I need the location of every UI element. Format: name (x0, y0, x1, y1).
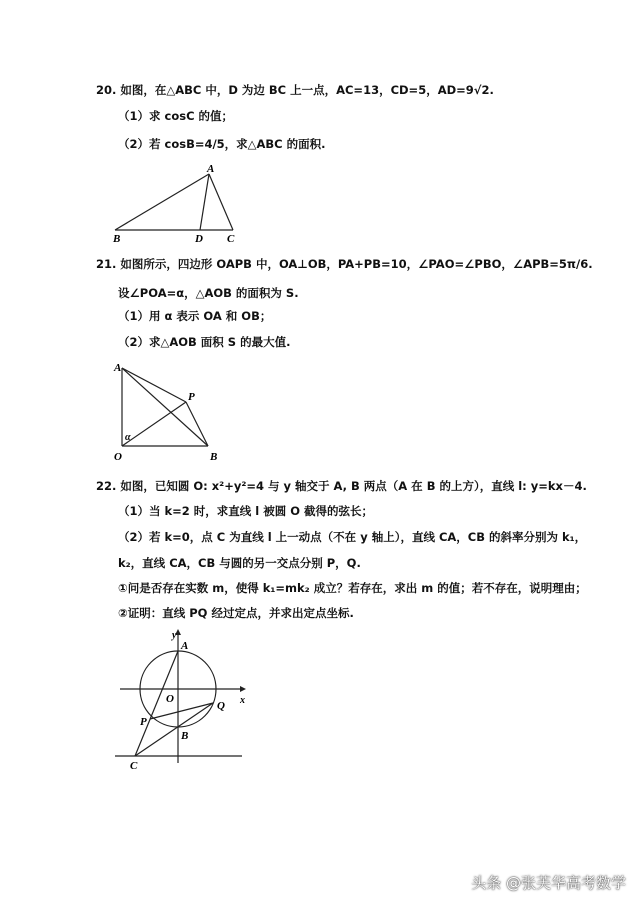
q21-quadrilateral-figure (110, 358, 225, 468)
q22-part1: （1）当 k=2 时，求直线 l 被圆 O 截得的弦长； (118, 504, 374, 518)
q20-stem: 20. 如图，在△ABC 中，D 为边 BC 上一点，AC=13，CD=5，AD=9√2. (96, 83, 494, 97)
label-Q: Q (217, 700, 225, 712)
q22-stem: 22. 如图，已知圆 O: x²+y²=4 与 y 轴交于 A, B 两点（A 在 B 的上方），直线 l: y=kx－4. (96, 479, 587, 493)
label-B: B (210, 451, 218, 463)
q20-part1: （1）求 cosC 的值； (118, 109, 234, 123)
q22-sub2: ②证明：直线 PQ 经过定点，并求出定点坐标. (118, 606, 354, 620)
label-C: C (130, 760, 138, 772)
q21-part2: （2）求△AOB 面积 S 的最大值. (118, 335, 291, 349)
label-B: B (113, 233, 121, 244)
label-A: A (181, 640, 189, 652)
label-x: x (240, 695, 245, 706)
label-A: A (207, 163, 215, 175)
label-y: y (172, 630, 177, 641)
q21-part1: （1）用 α 表示 OA 和 OB； (118, 309, 272, 323)
label-P: P (188, 391, 195, 403)
q22-part2-cont: k₂，直线 CA，CB 与圆的另一交点分别 P，Q. (118, 556, 361, 570)
q21-stem: 21. 如图所示，四边形 OAPB 中，OA⊥OB，PA+PB=10，∠PAO=∠PBO，∠APB=5π/6. (96, 257, 593, 271)
label-O: O (114, 451, 122, 463)
label-A: A (114, 362, 122, 374)
q21-setup: 设∠POA=α，△AOB 的面积为 S. (118, 286, 299, 300)
label-O: O (166, 693, 174, 705)
watermark: 头条 @张芙华高考数学 (471, 874, 626, 892)
label-C: C (227, 233, 235, 244)
q22-sub1: ①问是否存在实数 m，使得 k₁=mk₂ 成立？若存在，求出 m 的值；若不存在，说明理由； (118, 581, 587, 595)
q20-part2: （2）若 cosB=4/5，求△ABC 的面积. (118, 137, 326, 151)
q22-circle-figure (110, 625, 260, 775)
q20-triangle-figure (105, 162, 255, 244)
q22-part2: （2）若 k=0，点 C 为直线 l 上一动点（不在 y 轴上），直线 CA，CB 的斜率分别为 k₁， (118, 530, 587, 544)
label-D: D (195, 233, 203, 244)
label-alpha: α (125, 432, 131, 443)
label-B: B (181, 730, 189, 742)
label-P: P (140, 716, 147, 728)
